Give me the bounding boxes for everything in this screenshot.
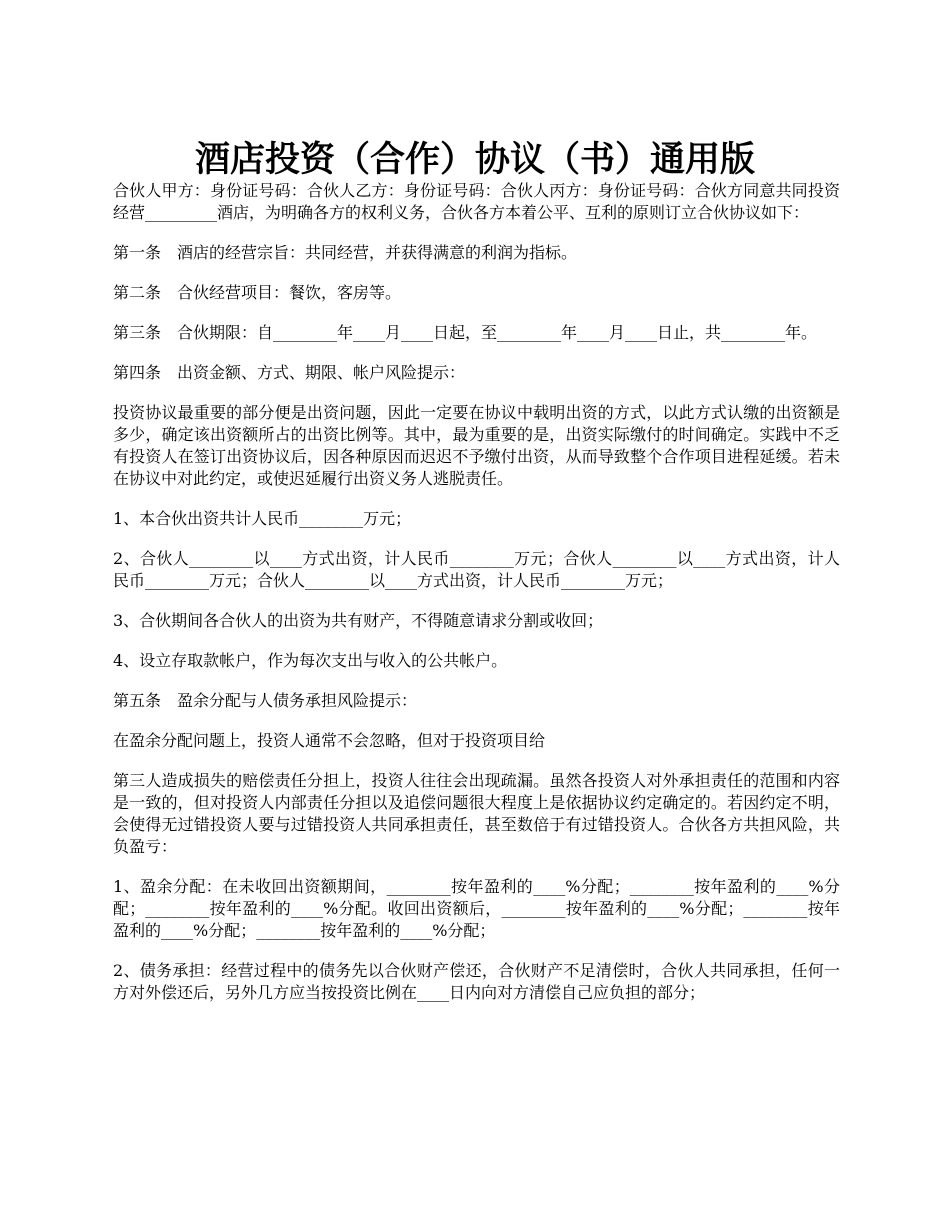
clause-4-4: 4、设立存取款帐户，作为每次支出与收入的公共帐户。: [113, 651, 508, 670]
article-4-heading: 第四条 出资金额、方式、期限、帐户风险提示：: [113, 363, 466, 382]
clause-5-2: 2、债务承担：经营过程中的债务先以合伙财产偿还，合伙财产不足清偿时，合伙人共同承担，任何一方对外偿还后，另外几方应当按投资比例在____日内向对方清偿自己应负担的部分；: [113, 961, 840, 1002]
clause-4-1: 1、本合伙出资共计人民币________万元；: [113, 509, 412, 528]
clause-4-2: 2、合伙人________以____方式出资，计人民币________万元；合伙人________以____方式出资，计人民币________万元；合伙人________以____方式出资，计人民币________万元；: [113, 549, 840, 590]
article-1: 第一条 酒店的经营宗旨：共同经营，并获得满意的利润为指标。: [113, 243, 578, 262]
investment-risk-note: 投资协议最重要的部分便是出资问题，因此一定要在协议中载明出资的方式，以此方式认缴的出资额是多少，确定该出资额所占的出资比例等。其中，最为重要的是，出资实际缴付的时间确定。实践中不乏有投资人在签订出资协议后，因各种原因而迟迟不予缴付出资，从而导致整个合作项目进程延缓。若未在协议中对此约定，或使迟延履行出资义务人逃脱责任。: [113, 403, 840, 488]
document-body: [113, 180, 840, 1022]
clause-4-3: 3、合伙期间各合伙人的出资为共有财产，不得随意请求分割或收回；: [113, 611, 604, 630]
profit-distribution-note-1: 在盈余分配问题上，投资人通常不会忽略，但对于投资项目给: [113, 731, 546, 750]
document-title: 酒店投资（合作）协议（书）通用版: [194, 139, 755, 181]
article-2: 第二条 合伙经营项目：餐饮，客房等。: [113, 283, 402, 302]
profit-distribution-note-2: 第三人造成损失的赔偿责任分担上，投资人往往会出现疏漏。虽然各投资人对外承担责任的范围和内容是一致的，但对投资人内部责任分担以及追偿问题很大程度上是依据协议约定确定的。若因约定不明，会使得无过错投资人要与过错投资人共同承担责任，甚至数倍于有过错投资人。合伙各方共担风险，共负盈亏：: [113, 771, 840, 856]
article-5-heading: 第五条 盈余分配与人债务承担风险提示：: [113, 691, 418, 710]
article-3: 第三条 合伙期限：自________年____月____日起，至________年____月____日止，共________年。: [113, 323, 818, 342]
clause-5-1: 1、盈余分配：在未收回出资额期间，________按年盈利的____%分配；________按年盈利的____%分配；________按年盈利的____%分配。收回出资额后，________按年盈利的____%分配；________按年盈利的____%分配；________按年盈利的____%分配；: [113, 877, 840, 940]
parties-paragraph: 合伙人甲方：身份证号码：合伙人乙方：身份证号码：合伙人丙方：身份证号码：合伙方同意共同投资经营_________酒店，为明确各方的权利义务，合伙各方本着公平、互利的原则订立合伙协议如下：: [113, 181, 840, 222]
